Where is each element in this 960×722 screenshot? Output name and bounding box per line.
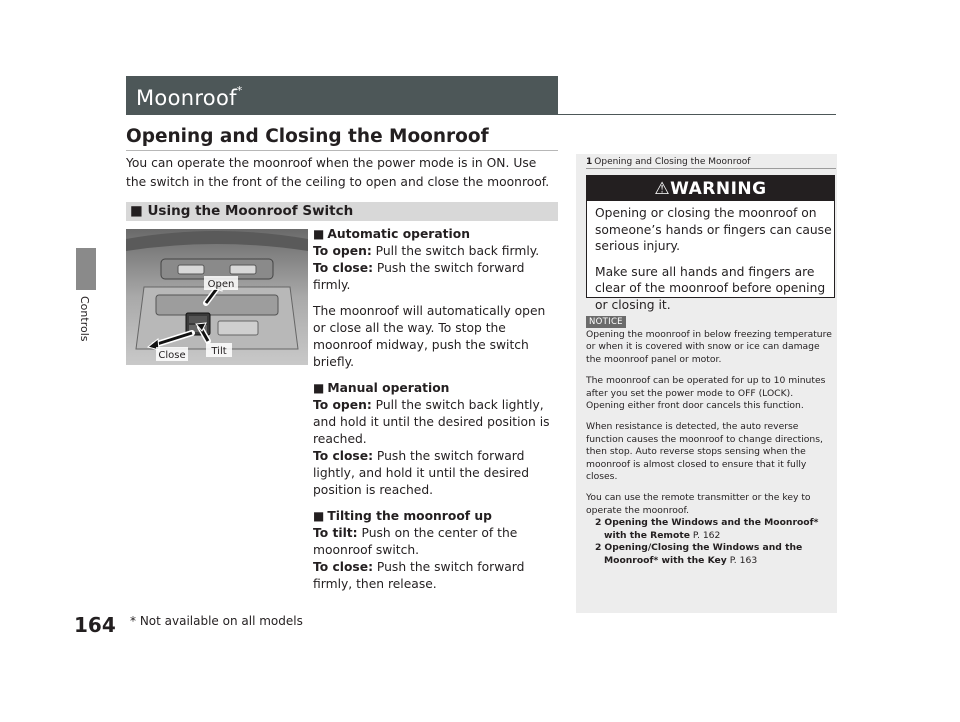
reference-arrow-icon: 2: [595, 542, 602, 554]
manual-heading: ■ Manual operation: [313, 381, 450, 395]
open-label: Open: [207, 279, 235, 290]
note-remote: You can use the remote transmitter or the key to operate the moonroof.: [586, 492, 811, 516]
reference-link-remote[interactable]: 2 Opening the Windows and the Moonroof* with the Remote P. 162: [595, 517, 819, 541]
operation-instructions: [313, 226, 561, 593]
side-notes-heading: 1 Opening and Closing the Moonroof: [586, 157, 751, 167]
warning-text-1: Opening or closing the moonroof on someone’s hands or fingers can cause serious injury.: [595, 206, 832, 253]
close-label: Close: [158, 350, 186, 361]
page-number: 164: [74, 613, 116, 637]
side-notes-rule: [586, 168, 836, 169]
reference-arrow-icon: 2: [595, 517, 602, 529]
section-rule: [126, 150, 558, 151]
tilt-close: To close: Push the switch forward firmly, then release.: [313, 560, 525, 591]
notice-text: Opening the moonroof in below freezing temperature or when it is covered with snow or ice can damage the moonroof panel or motor.: [586, 329, 832, 365]
auto-open: To open: Pull the switch back firmly.: [313, 244, 540, 258]
note-auto-reverse: When resistance is detected, the auto reverse function causes the moonroof to change directions, then stop. Auto reverse stops sensing when the moonroof is almost closed to ensure that it fully closes.: [586, 421, 823, 483]
reference-icon: 1: [586, 157, 593, 167]
notice-badge: NOTICE: [586, 316, 626, 328]
auto-close: To close: Push the switch forward firmly.: [313, 261, 525, 292]
auto-heading: ■ Automatic operation: [313, 227, 470, 241]
warning-header: ⚠WARNING: [587, 176, 834, 201]
manual-close: To close: Push the switch forward lightly, and hold it until the desired position is reached.: [313, 449, 529, 497]
tilt-open: To tilt: Push on the center of the moonroof switch.: [313, 526, 518, 557]
warning-text-2: Make sure all hands and fingers are clear of the moonroof before opening or closing it.: [595, 264, 826, 312]
tilt-heading: ■ Tilting the moonroof up: [313, 509, 492, 523]
title-rule: [126, 114, 836, 115]
tilt-label: Tilt: [211, 346, 227, 357]
moonroof-switch-photo: [126, 229, 308, 365]
warning-box: [586, 175, 835, 312]
reference-link-key[interactable]: 2 Opening/Closing the Windows and the Moonroof* with the Key P. 163: [595, 542, 803, 566]
intro-paragraph: You can operate the moonroof when the power mode is in ON. Use the switch in the front of the ceiling to open and close the moonroof.: [126, 156, 550, 189]
warning-triangle-icon: ⚠: [654, 179, 671, 199]
chapter-tab: [76, 248, 96, 290]
footnote: * Not available on all models: [130, 614, 303, 628]
section-title: Opening and Closing the Moonroof: [126, 126, 489, 147]
side-notes-text: [586, 329, 834, 567]
chapter-label: Controls: [78, 296, 91, 342]
subsection-title: ■ Using the Moonroof Switch: [130, 203, 354, 219]
page-title: Moonroof*: [136, 84, 243, 110]
manual-open: To open: Pull the switch back lightly, and hold it until the desired position is reached.: [313, 398, 550, 446]
auto-note: The moonroof will automatically open or close all the way. To stop the moonroof midway, push the switch briefly.: [313, 304, 546, 369]
note-power-off: The moonroof can be operated for up to 10 minutes after you set the power mode to OFF (LOCK). Opening either front door cancels this function.: [586, 375, 826, 412]
